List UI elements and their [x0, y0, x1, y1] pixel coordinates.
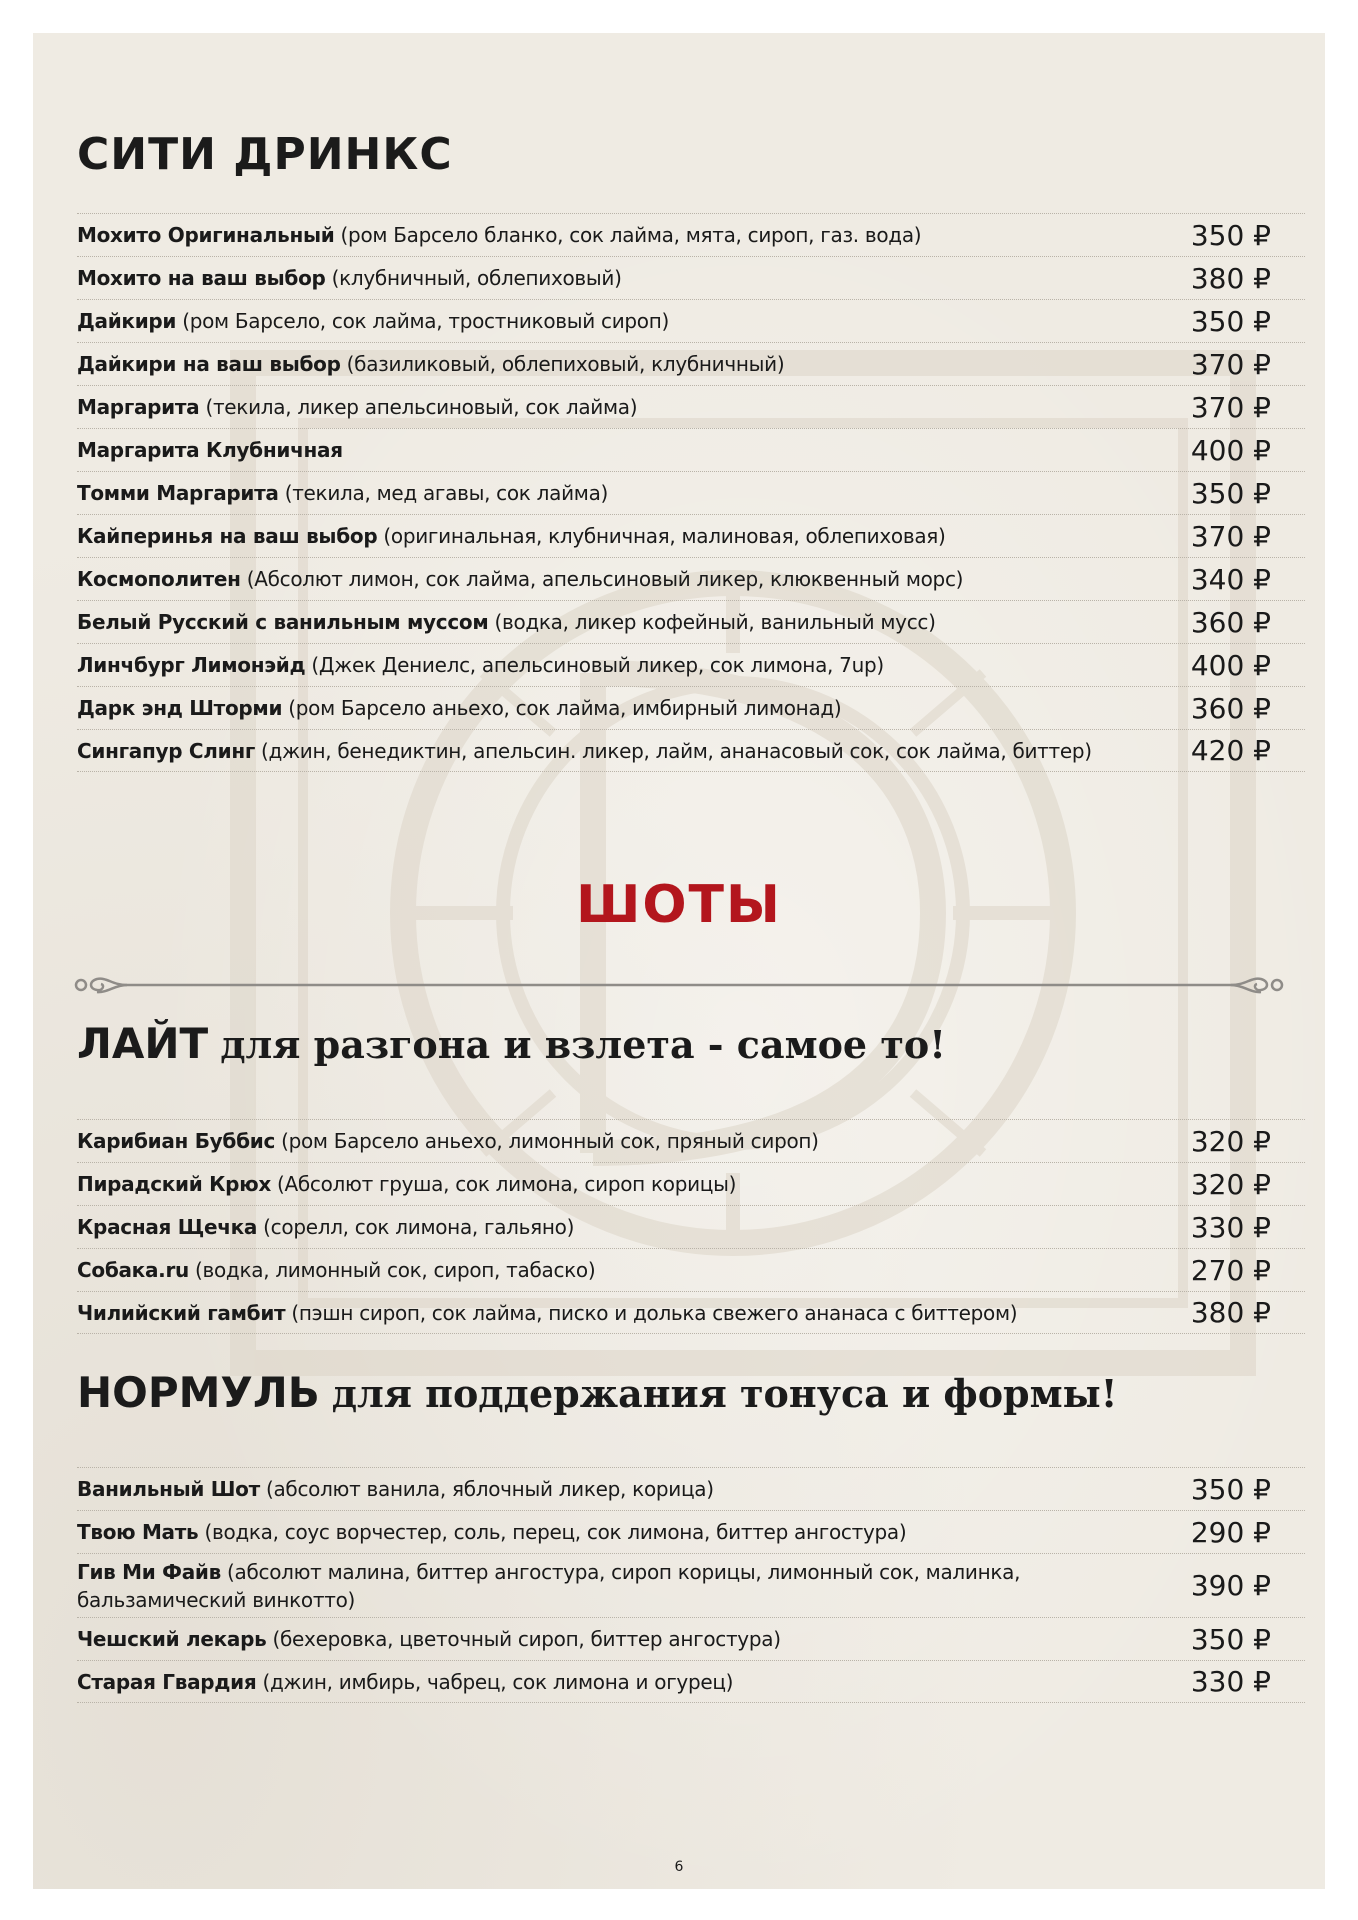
- menu-item: [77, 299, 1305, 342]
- menu-item-ingredients: (текила, мед агавы, сок лайма): [278, 481, 609, 505]
- menu-page: [33, 33, 1325, 1889]
- menu-item-price: 380 ₽: [1190, 261, 1271, 295]
- menu-item-description: [77, 1170, 736, 1198]
- menu-item-description: [77, 608, 936, 636]
- menu-item-name: Белый Русский с ванильным муссом: [77, 610, 489, 634]
- menu-item: [77, 1205, 1305, 1248]
- menu-item-price: 390 ₽: [1190, 1569, 1271, 1602]
- menu-list-city-drinks: [77, 213, 1305, 772]
- menu-item-name: Дайкири на ваш выбор: [77, 352, 341, 376]
- menu-item: [77, 600, 1305, 643]
- menu-item-price: 320 ₽: [1190, 1167, 1271, 1201]
- menu-item-price: 400 ₽: [1190, 648, 1271, 682]
- menu-item-name: Старая Гвардия: [77, 1669, 257, 1694]
- menu-item-name: Сингапур Слинг: [77, 738, 255, 763]
- menu-item-description: [77, 651, 884, 679]
- menu-item-description: [77, 350, 784, 378]
- menu-item-name: Твою Мать: [77, 1520, 199, 1544]
- menu-item-ingredients: (клубничный, облепиховый): [325, 266, 622, 290]
- menu-item-name: Космополитен: [77, 567, 241, 591]
- menu-item-price: 330 ₽: [1190, 1665, 1271, 1698]
- menu-item-description: [77, 479, 608, 507]
- menu-item-price: 340 ₽: [1190, 562, 1271, 596]
- menu-item-price: 370 ₽: [1190, 519, 1271, 553]
- menu-item-name: Красная Щечка: [77, 1215, 258, 1239]
- menu-item-price: 330 ₽: [1190, 1210, 1271, 1244]
- menu-item: [77, 1248, 1305, 1291]
- menu-item-price: 370 ₽: [1190, 347, 1271, 381]
- menu-item-ingredients: (Джек Дениелс, апельсиновый ликер, сок лимона, 7up): [305, 653, 884, 677]
- menu-item-price: 360 ₽: [1190, 605, 1271, 639]
- menu-item-ingredients: (базиликовый, облепиховый, клубничный): [340, 352, 785, 376]
- menu-item-name: Кайперинья на ваш выбор: [77, 524, 378, 548]
- menu-item-name: Гив Ми Файв: [77, 1559, 221, 1584]
- menu-item-ingredients: (ром Барсело аньехо, сок лайма, имбирный лимонад): [282, 696, 842, 720]
- menu-item: [77, 643, 1305, 686]
- menu-item-description: [77, 264, 622, 292]
- menu-item-name: Чилийский гамбит: [77, 1300, 286, 1325]
- menu-list-normal: [77, 1467, 1305, 1703]
- menu-item-ingredients: (ром Барсело бланко, сок лайма, мята, сироп, газ. вода): [334, 223, 922, 247]
- menu-item-ingredients: (пэшн сироп, сок лайма, писко и долька свежего ананаса с биттером): [285, 1300, 1018, 1325]
- menu-item-ingredients: (водка, лимонный сок, сироп, табаско): [188, 1258, 596, 1282]
- menu-item-name: Маргарита Клубничная: [77, 438, 343, 462]
- menu-item-description: [77, 694, 841, 722]
- menu-item-name: Карибиан Буббис: [77, 1129, 276, 1153]
- menu-item-name: Мохито Оригинальный: [77, 223, 335, 247]
- menu-item-description: [77, 1127, 819, 1155]
- menu-item-ingredients: (джин, имбирь, чабрец, сок лимона и огурец): [256, 1669, 734, 1694]
- menu-item-ingredients: (ром Барсело аньехо, лимонный сок, пряный сироп): [275, 1129, 819, 1153]
- menu-item-description: [77, 1558, 1127, 1614]
- menu-item-name: Маргарита: [77, 395, 200, 419]
- menu-item-name: Мохито на ваш выбор: [77, 266, 326, 290]
- menu-item: [77, 686, 1305, 729]
- menu-item: [77, 1291, 1305, 1334]
- ornament-divider-icon: [67, 973, 1291, 997]
- section-title-normal-name: НОРМУЛЬ: [77, 1368, 320, 1417]
- menu-item-name: Ванильный Шот: [77, 1477, 260, 1501]
- menu-item-description: [77, 1213, 574, 1241]
- section-title-city-drinks: СИТИ ДРИНКС: [77, 129, 453, 180]
- menu-item-price: 360 ₽: [1190, 691, 1271, 725]
- menu-item: [77, 385, 1305, 428]
- menu-item: [77, 1119, 1305, 1162]
- menu-item-ingredients: (ром Барсело, сок лайма, тростниковый сироп): [176, 309, 670, 333]
- menu-item: [77, 1660, 1305, 1703]
- menu-item-description: [77, 307, 669, 335]
- menu-item-price: 350 ₽: [1190, 1472, 1271, 1506]
- menu-item-description: [77, 436, 343, 464]
- menu-item: [77, 1162, 1305, 1205]
- menu-item-ingredients: (Абсолют груша, сок лимона, сироп корицы): [270, 1172, 737, 1196]
- menu-item: [77, 514, 1305, 557]
- menu-item-ingredients: (водка, соус ворчестер, соль, перец, сок лимона, биттер ангостура): [198, 1520, 907, 1544]
- menu-item-price: 380 ₽: [1190, 1296, 1271, 1329]
- menu-item-price: 290 ₽: [1190, 1515, 1271, 1549]
- menu-item: [77, 342, 1305, 385]
- page-number: 6: [674, 1859, 684, 1875]
- menu-item-ingredients: (оригинальная, клубничная, малиновая, облепиховая): [377, 524, 946, 548]
- menu-item: [77, 1617, 1305, 1660]
- section-title-normal-tagline: для поддержания тонуса и формы!: [331, 1371, 1118, 1416]
- menu-item-name: Собака.ru: [77, 1258, 189, 1282]
- section-title-light: [77, 1019, 946, 1068]
- menu-item: [77, 1553, 1305, 1617]
- menu-item-ingredients: (бехеровка, цветочный сироп, биттер ангостура): [266, 1627, 781, 1651]
- menu-item: [77, 471, 1305, 514]
- menu-item-description: [77, 1518, 906, 1546]
- menu-item-name: Дайкири: [77, 309, 177, 333]
- menu-item-description: [77, 1475, 714, 1503]
- menu-item-name: Линчбург Лимонэйд: [77, 653, 306, 677]
- menu-item: [77, 1467, 1305, 1510]
- menu-item-name: Пирадский Крюх: [77, 1172, 271, 1196]
- menu-item-ingredients: (абсолют малина, биттер ангостура, сироп корицы, лимонный сок, малинка, бальзамический винкотто): [77, 1559, 1021, 1612]
- menu-item-description: [77, 221, 921, 249]
- menu-item-price: 370 ₽: [1190, 390, 1271, 424]
- menu-item-name: Томми Маргарита: [77, 481, 279, 505]
- menu-item-ingredients: (джин, бенедиктин, апельсин. ликер, лайм, ананасовый сок, сок лайма, биттер): [255, 738, 1092, 763]
- menu-item: [77, 729, 1305, 772]
- menu-list-light: [77, 1119, 1305, 1334]
- menu-item-price: 420 ₽: [1190, 734, 1271, 767]
- menu-item: [77, 256, 1305, 299]
- menu-item-name: Чешский лекарь: [77, 1627, 267, 1651]
- menu-item-price: 350 ₽: [1190, 218, 1271, 252]
- menu-item-description: [77, 1668, 733, 1696]
- menu-item-ingredients: (абсолют ванила, яблочный ликер, корица): [259, 1477, 714, 1501]
- menu-item: [77, 557, 1305, 600]
- menu-item-price: 270 ₽: [1190, 1253, 1271, 1287]
- menu-item-ingredients: (Абсолют лимон, сок лайма, апельсиновый ликер, клюквенный морс): [240, 567, 964, 591]
- menu-item-ingredients: (сорелл, сок лимона, гальяно): [257, 1215, 575, 1239]
- menu-item-description: [77, 1299, 1017, 1327]
- section-title-light-tagline: для разгона и взлета - самое то!: [220, 1022, 946, 1067]
- menu-item-description: [77, 737, 1092, 765]
- menu-item-price: 400 ₽: [1190, 433, 1271, 467]
- menu-item-ingredients: (водка, ликер кофейный, ванильный мусс): [488, 610, 936, 634]
- menu-item-name: Дарк энд Шторми: [77, 696, 283, 720]
- menu-item: [77, 213, 1305, 256]
- section-title-shots: ШОТЫ: [576, 875, 782, 935]
- menu-item-price: 350 ₽: [1190, 304, 1271, 338]
- menu-item-price: 350 ₽: [1190, 476, 1271, 510]
- menu-item-ingredients: (текила, ликер апельсиновый, сок лайма): [199, 395, 638, 419]
- section-title-light-name: ЛАЙТ: [77, 1019, 209, 1068]
- menu-item-description: [77, 393, 637, 421]
- menu-item: [77, 428, 1305, 471]
- menu-item-description: [77, 522, 946, 550]
- menu-item-description: [77, 565, 963, 593]
- menu-item-price: 320 ₽: [1190, 1124, 1271, 1158]
- menu-item-description: [77, 1256, 595, 1284]
- menu-item: [77, 1510, 1305, 1553]
- menu-item-price: 350 ₽: [1190, 1622, 1271, 1656]
- section-title-normal: [77, 1368, 1117, 1417]
- menu-item-description: [77, 1625, 781, 1653]
